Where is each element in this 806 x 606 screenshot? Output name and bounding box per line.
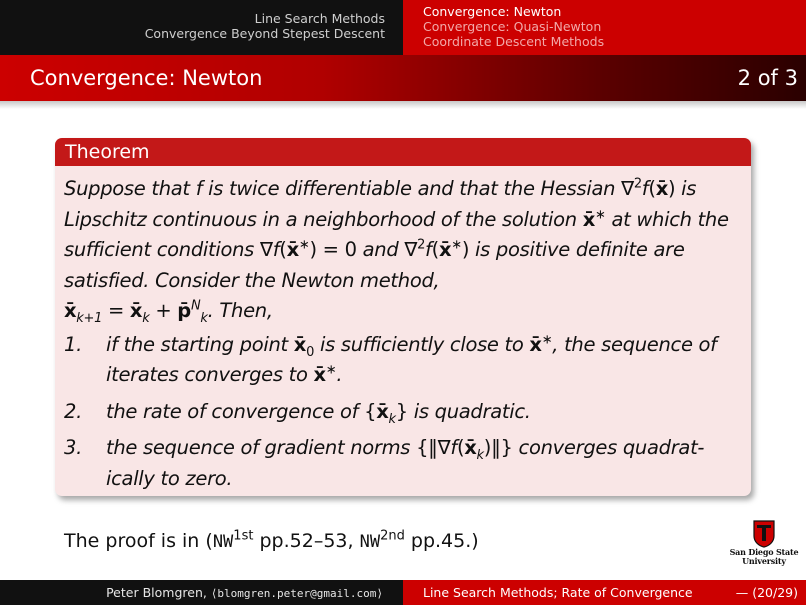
university-logo xyxy=(726,520,802,575)
logo-name-line2: University xyxy=(742,556,786,566)
footer-email: ⟨blomgren.peter@gmail.com⟩ xyxy=(210,587,383,600)
nav-item-coordinate-descent[interactable]: Coordinate Descent Methods xyxy=(423,34,605,49)
proof-reference: The proof is in ($NW^{1st}$ pp.52–53, $NW^{2nd}$ pp.45.) xyxy=(64,528,479,552)
newton-update-equation: $x̄_{k+1}$ = $x̄_k$ + p̄$^N_k$. Then, xyxy=(64,298,273,326)
frame-title: Convergence: Newton xyxy=(30,66,263,90)
list-item: 1. if the starting point $x̄_0$ is sufficiently close to x̄∗, the sequence of iterates converges to x̄∗. xyxy=(64,332,717,386)
list-item: 2. the rate of convergence of $\{x̄_k\}$ is quadratic. xyxy=(64,399,531,427)
theorem-block xyxy=(55,138,751,496)
footer-topic: Line Search Methods; Rate of Convergence xyxy=(423,585,693,600)
footer-author: Peter Blomgren, ⟨blomgren.peter@gmail.com⟩ xyxy=(0,580,403,605)
theorem-body xyxy=(55,166,751,494)
theorem-title: Theorem xyxy=(55,138,751,166)
footer-bar xyxy=(0,580,806,605)
frame-page-counter: 2 of 3 xyxy=(737,66,798,90)
footer-page-number: — (20/29) xyxy=(735,585,798,600)
logo-name-line1: San Diego State xyxy=(729,547,799,557)
list-item: 3. the sequence of gradient norms $\{‖\nabla f(x̄_k)‖\}$ converges quadrat-ically to zero. xyxy=(64,436,705,490)
sdsu-shield-icon xyxy=(753,520,775,548)
theorem-conclusions xyxy=(64,330,743,495)
nav-subsection-title[interactable]: Convergence Beyond Stepest Descent xyxy=(144,26,385,41)
frame-title-bar xyxy=(0,55,806,101)
nav-section-title[interactable]: Line Search Methods xyxy=(254,11,385,26)
nav-item-convergence-quasi-newton[interactable]: Convergence: Quasi-Newton xyxy=(423,19,602,34)
footer-topic-bar xyxy=(403,580,806,605)
title-shadow xyxy=(0,101,806,109)
theorem-statement: Suppose that f is twice differentiable and that the Hessian ∇$^2$f(x̄) is Lipschitz continuous in a neighborhood of the solution x̄∗ at which the sufficient conditions ∇f(x̄∗) = 0 and ∇$^2$f(x̄∗) is positive definite are satisfied. Consider the Newton method, xyxy=(64,176,729,292)
section-nav xyxy=(0,0,403,55)
top-navigation-bar xyxy=(0,0,806,55)
nav-item-convergence-newton[interactable]: Convergence: Newton xyxy=(423,4,562,19)
subsection-nav xyxy=(403,0,806,55)
